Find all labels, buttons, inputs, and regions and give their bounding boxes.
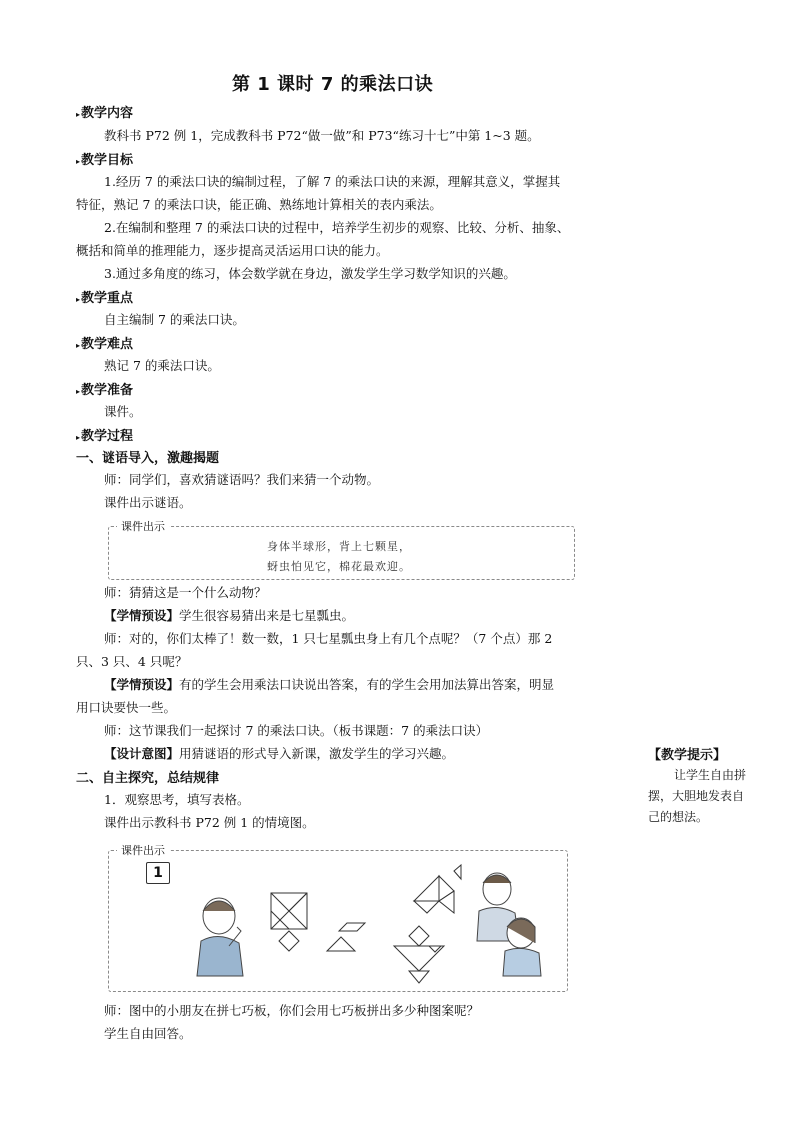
- tangram-diamond: [279, 931, 299, 951]
- triangle-marker-icon: ▸: [76, 110, 81, 119]
- section-heading-prep: [76, 379, 133, 398]
- preset-text: 有的学生会用乘法口诀说出答案，有的学生会用加法算出答案，明显: [179, 677, 555, 692]
- prep-text: 课件。: [104, 404, 142, 419]
- section-heading-difficulty: [76, 333, 133, 352]
- difficulty-text: 熟记 7 的乘法口诀。: [104, 358, 220, 373]
- page-title: 第 1 课时 7 的乘法口诀: [232, 74, 434, 95]
- preset-line: [104, 606, 354, 624]
- dialog-line: 学生自由回答。: [104, 1026, 192, 1041]
- content-text: 教科书 P72 例 1，完成教科书 P72“做一做”和 P73“练习十七”中第 1~3 题。: [104, 128, 540, 143]
- tangram-bird: [414, 865, 461, 913]
- sidebar-line: 让学生自由拼: [674, 768, 747, 782]
- tangram-parallelogram: [339, 923, 365, 931]
- triangle-marker-icon: ▸: [76, 387, 81, 396]
- riddle-line: 身体半球形，背上七颗星，: [267, 540, 411, 553]
- children-figures: [477, 873, 541, 976]
- sidebar-line: 己的想法。: [648, 810, 709, 824]
- tangram-person: [394, 926, 444, 983]
- goal-line: 概括和简单的推理能力，逐步提高灵活运用口诀的能力。: [76, 243, 389, 258]
- dialog-line: 师：对的，你们太棒了！数一数，1 只七星瓢虫身上有几个点呢？（7 个点）那 2: [104, 631, 553, 646]
- preset-text: 学生很容易猜出来是七星瓢虫。: [179, 608, 355, 623]
- preset-tag: 【学情预设】: [104, 608, 180, 623]
- dialog-line: 用口诀要快一些。: [76, 700, 177, 715]
- riddle-line: 蚜虫怕见它，棉花最欢迎。: [267, 560, 411, 573]
- tangram-square: [271, 893, 307, 929]
- dialog-line: 课件出示教科书 P72 例 1 的情境图。: [104, 815, 315, 830]
- heading-text: 教学重点: [81, 291, 134, 306]
- triangle-marker-icon: ▸: [76, 295, 81, 304]
- design-line: [104, 744, 454, 762]
- riddle-box: [108, 520, 575, 580]
- preset-line: [104, 675, 554, 693]
- sidebar-line: 摆，大胆地发表自: [648, 789, 745, 803]
- illustration-box: [108, 844, 568, 992]
- triangle-marker-icon: ▸: [76, 433, 81, 442]
- goal-line: 特征，熟记 7 的乘法口诀，能正确、熟练地计算相关的表内乘法。: [76, 197, 442, 212]
- box-label: 课件出示: [117, 842, 169, 858]
- heading-text: 教学内容: [81, 106, 134, 121]
- section-heading-process: [76, 425, 133, 444]
- design-text: 用猜谜语的形式导入新课，激发学生的学习兴趣。: [179, 746, 455, 761]
- goal-line: 2.在编制和整理 7 的乘法口诀的过程中，培养学生初步的观察、比较、分析、抽象、: [104, 220, 570, 235]
- dialog-line: 课件出示谜语。: [104, 495, 192, 510]
- section-heading-goals: [76, 149, 133, 168]
- box-label: 课件出示: [117, 518, 169, 534]
- preset-tag: 【学情预设】: [104, 677, 180, 692]
- heading-text: 教学目标: [81, 153, 134, 168]
- dialog-line: 只、3 只、4 只呢？: [76, 654, 188, 669]
- triangle-marker-icon: ▸: [76, 341, 81, 350]
- dialog-line: 师：图中的小朋友在拼七巧板，你们会用七巧板拼出多少种图案呢？: [104, 1003, 480, 1018]
- tangram-scene-illustration: [109, 851, 567, 991]
- goal-line: 1.经历 7 的乘法口诀的编制过程，了解 7 的乘法口诀的来源，理解其意义，掌握其: [104, 174, 561, 189]
- part2-title: 二、自主探究，总结规律: [76, 771, 220, 786]
- heading-text: 教学准备: [81, 383, 134, 398]
- key-text: 自主编制 7 的乘法口诀。: [104, 312, 245, 327]
- part1-title: 一、谜语导入，激趣揭题: [76, 451, 220, 466]
- dialog-line: 1．观察思考，填写表格。: [104, 792, 250, 807]
- triangle-marker-icon: ▸: [76, 157, 81, 166]
- section-heading-key: [76, 287, 133, 306]
- girl-figure: [197, 898, 243, 976]
- dialog-line: 师：同学们，喜欢猜谜语吗？我们来猜一个动物。: [104, 472, 380, 487]
- example-number-badge: 1: [146, 862, 170, 884]
- dialog-line: 师：这节课我们一起探讨 7 的乘法口诀。（板书课题：7 的乘法口诀）: [104, 723, 489, 738]
- heading-text: 教学过程: [81, 429, 134, 444]
- tangram-triangle: [327, 937, 355, 951]
- sidebar-heading: 【教学提示】: [648, 748, 727, 763]
- section-heading-content: [76, 102, 133, 121]
- heading-text: 教学难点: [81, 337, 134, 352]
- goal-line: 3.通过多角度的练习，体会数学就在身边，激发学生学习数学知识的兴趣。: [104, 266, 516, 281]
- dialog-line: 师：猜猜这是一个什么动物？: [104, 585, 267, 600]
- design-tag: 【设计意图】: [104, 746, 180, 761]
